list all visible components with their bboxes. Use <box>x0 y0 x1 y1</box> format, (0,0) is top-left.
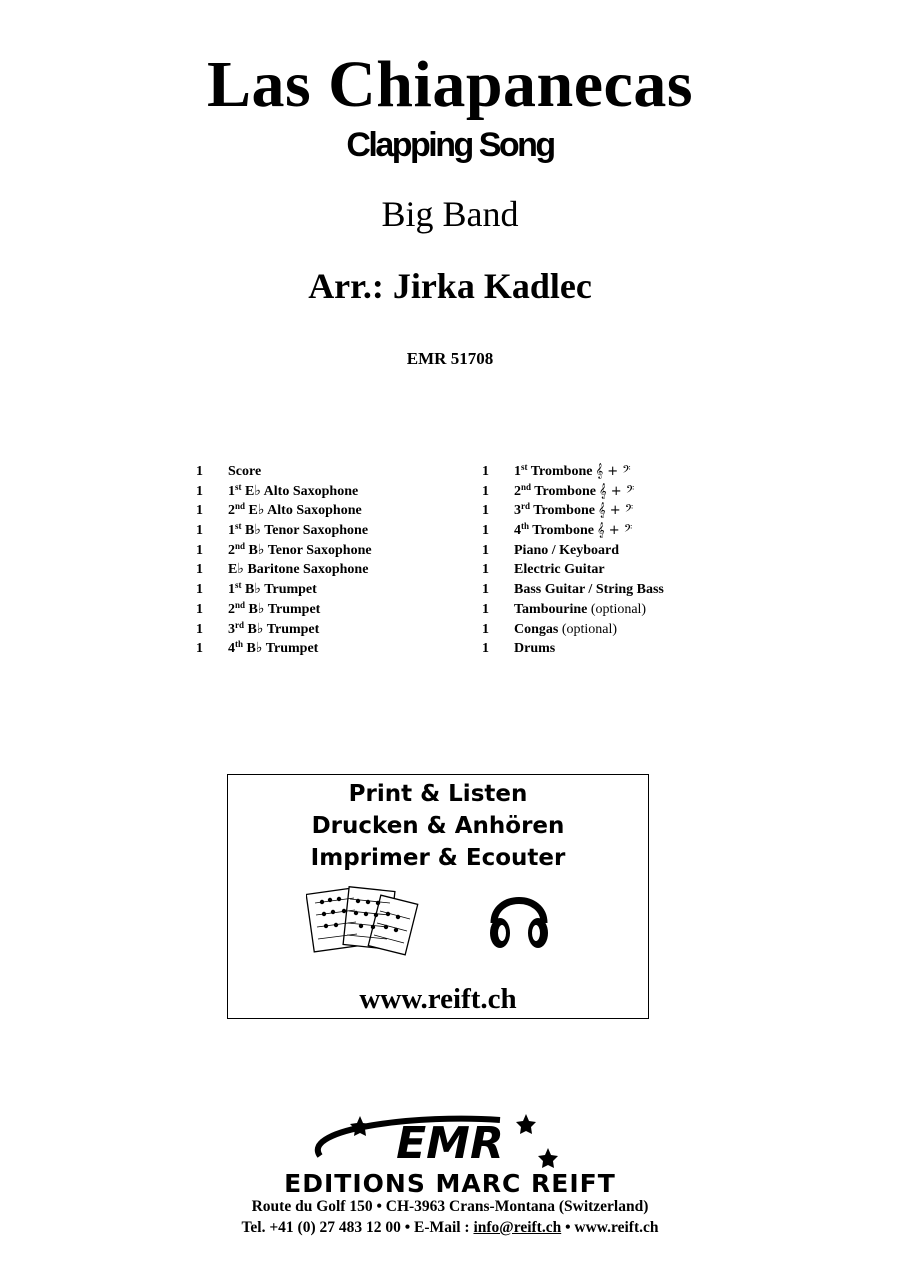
clef-icon: 𝄞 + 𝄢 <box>597 503 634 519</box>
part-quantity: 1 <box>482 503 489 519</box>
part-name: 2nd B♭ Tenor Saxophone <box>228 540 372 558</box>
print-listen-box <box>227 774 649 1019</box>
part-name: Congas <box>514 621 559 637</box>
part-quantity: 1 <box>196 503 203 519</box>
part-row <box>482 620 664 640</box>
part-quantity: 1 <box>482 483 489 499</box>
part-quantity: 1 <box>196 523 203 539</box>
arranger: Arr.: Jirka Kadlec <box>308 266 592 306</box>
parts-column-left <box>196 462 372 659</box>
part-name: 1st E♭ Alto Saxophone <box>228 481 359 499</box>
part-row <box>196 580 372 600</box>
contact-web: • www.reift.ch <box>561 1219 659 1236</box>
promo-line-german: Drucken & Anhören <box>311 813 565 839</box>
parts-column-right <box>482 462 664 659</box>
part-name: 1st B♭ Tenor Saxophone <box>228 521 369 539</box>
part-name: 2nd Trombone <box>514 481 596 499</box>
part-name: Tambourine <box>514 601 588 617</box>
part-name: Electric Guitar <box>514 562 605 578</box>
part-row <box>196 521 372 541</box>
part-name: 3rd Trombone <box>514 501 595 519</box>
part-row <box>196 482 372 502</box>
clef-icon: 𝄞 + 𝄢 <box>596 523 633 539</box>
part-row <box>196 541 372 561</box>
part-name: 1st Trombone <box>514 462 593 479</box>
publisher-contact <box>0 1220 900 1236</box>
part-name: Drums <box>514 641 556 657</box>
logo-text: EMR <box>396 1118 504 1168</box>
publisher-address: Route du Golf 150 • CH-3963 Crans-Montana (Switzerland) <box>251 1198 649 1215</box>
publisher-name: EDITIONS MARC REIFT <box>284 1169 616 1198</box>
part-quantity: 1 <box>482 542 489 558</box>
page-title: Las Chiapanecas <box>206 48 694 121</box>
clef-icon: 𝄞 + 𝄢 <box>598 483 635 499</box>
part-quantity: 1 <box>196 641 203 657</box>
part-optional-note: (optional) <box>590 601 647 617</box>
part-quantity: 1 <box>482 601 489 617</box>
promo-line-french: Imprimer & Ecouter <box>310 845 566 871</box>
part-row <box>196 462 372 482</box>
part-row <box>482 560 664 580</box>
sheet-music-icon <box>306 885 421 957</box>
subtitle: Clapping Song <box>346 126 554 164</box>
part-quantity: 1 <box>196 483 203 499</box>
part-row <box>482 521 664 541</box>
part-row <box>196 501 372 521</box>
part-quantity: 1 <box>482 621 489 637</box>
part-row <box>196 639 372 659</box>
promo-line-english: Print & Listen <box>348 781 528 807</box>
headphones-icon <box>486 883 552 953</box>
contact-phone: Tel. +41 (0) 27 483 12 00 • E-Mail : <box>241 1219 474 1236</box>
email-link[interactable]: info@reift.ch <box>473 1219 562 1236</box>
part-name: 2nd B♭ Trumpet <box>228 599 321 617</box>
ensemble: Big Band <box>381 194 519 234</box>
part-name: 1st B♭ Trumpet <box>228 580 317 598</box>
part-quantity: 1 <box>482 523 489 539</box>
part-name: 4th B♭ Trumpet <box>228 639 319 657</box>
part-name: Bass Guitar / String Bass <box>514 582 664 598</box>
part-name: Score <box>228 464 262 479</box>
part-quantity: 1 <box>196 621 203 637</box>
part-quantity: 1 <box>196 582 203 598</box>
part-optional-note: (optional) <box>561 621 618 637</box>
part-quantity: 1 <box>196 542 203 558</box>
part-row <box>196 560 372 580</box>
part-row <box>196 620 372 640</box>
clef-icon: 𝄞 + 𝄢 <box>595 464 631 479</box>
part-quantity: 1 <box>196 464 203 479</box>
part-name: 2nd E♭ Alto Saxophone <box>228 501 362 519</box>
part-name: 3rd B♭ Trumpet <box>228 619 320 637</box>
part-row <box>196 600 372 620</box>
part-name: Piano / Keyboard <box>514 542 620 558</box>
part-quantity: 1 <box>482 562 489 578</box>
promo-url[interactable]: www.reift.ch <box>359 983 517 1015</box>
part-name: 4th Trombone <box>514 521 594 539</box>
part-row <box>482 600 664 620</box>
part-row <box>482 482 664 502</box>
part-row <box>482 639 664 659</box>
emr-logo <box>300 1108 600 1168</box>
part-row <box>482 462 664 482</box>
part-name: E♭ Baritone Saxophone <box>228 562 369 578</box>
part-quantity: 1 <box>482 641 489 657</box>
part-quantity: 1 <box>196 562 203 578</box>
part-row <box>482 541 664 561</box>
part-row <box>482 580 664 600</box>
part-quantity: 1 <box>482 464 489 479</box>
part-quantity: 1 <box>482 582 489 598</box>
catalog-number: EMR 51708 <box>406 349 494 368</box>
part-quantity: 1 <box>196 601 203 617</box>
part-row <box>482 501 664 521</box>
